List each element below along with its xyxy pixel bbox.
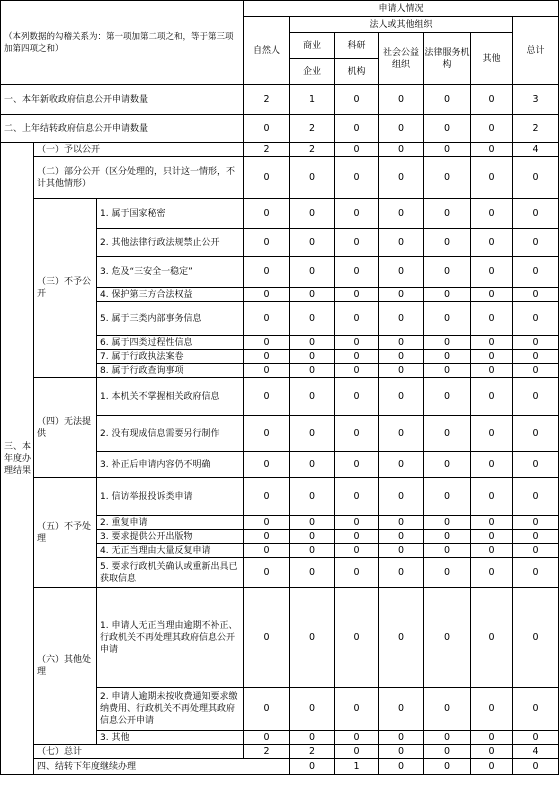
row-label: 2. 申请人逾期未按收费通知要求缴纳费用、行政机关不再处理其政府信息公开申请 bbox=[97, 688, 244, 731]
value-cell: 0 bbox=[471, 530, 513, 544]
value-cell: 2 bbox=[244, 745, 290, 759]
legal-group-header: 法人或其他组织 bbox=[290, 17, 513, 33]
value-cell: 4 bbox=[513, 143, 559, 157]
value-cell: 0 bbox=[335, 731, 379, 745]
value-cell: 0 bbox=[244, 588, 290, 688]
value-cell: 0 bbox=[244, 364, 290, 378]
value-cell: 0 bbox=[379, 544, 424, 558]
value-cell: 2 bbox=[513, 115, 559, 143]
value-cell: 0 bbox=[513, 288, 559, 302]
value-cell: 0 bbox=[424, 302, 471, 336]
value-cell: 0 bbox=[335, 516, 379, 530]
value-cell: 0 bbox=[471, 731, 513, 745]
value-cell: 0 bbox=[335, 350, 379, 364]
value-cell: 0 bbox=[290, 364, 335, 378]
research-header-a: 科研 bbox=[335, 33, 379, 59]
value-cell: 0 bbox=[244, 257, 290, 288]
value-cell: 0 bbox=[335, 302, 379, 336]
value-cell: 0 bbox=[471, 516, 513, 530]
value-cell: 0 bbox=[424, 350, 471, 364]
row-label: （一）予以公开 bbox=[34, 143, 244, 157]
value-cell: 0 bbox=[244, 731, 290, 745]
row-label: 四、结转下年度继续办理 bbox=[34, 759, 290, 775]
row-label: 3. 危及“三安全一稳定” bbox=[97, 257, 244, 288]
value-cell: 0 bbox=[244, 452, 290, 478]
value-cell: 0 bbox=[471, 288, 513, 302]
value-cell: 1 bbox=[335, 759, 379, 775]
natural-person-header: 自然人 bbox=[244, 17, 290, 85]
value-cell: 3 bbox=[513, 85, 559, 115]
value-cell: 0 bbox=[335, 745, 379, 759]
value-cell: 0 bbox=[290, 336, 335, 350]
value-cell: 0 bbox=[424, 530, 471, 544]
value-cell: 0 bbox=[471, 544, 513, 558]
value-cell: 4 bbox=[513, 745, 559, 759]
value-cell: 0 bbox=[513, 378, 559, 416]
value-cell: 0 bbox=[471, 157, 513, 199]
value-cell: 0 bbox=[424, 516, 471, 530]
value-cell: 0 bbox=[335, 115, 379, 143]
value-cell: 0 bbox=[424, 257, 471, 288]
value-cell: 0 bbox=[513, 229, 559, 257]
value-cell: 0 bbox=[379, 115, 424, 143]
value-cell: 0 bbox=[290, 378, 335, 416]
value-cell: 0 bbox=[513, 759, 559, 775]
value-cell: 0 bbox=[244, 288, 290, 302]
value-cell: 0 bbox=[244, 302, 290, 336]
value-cell: 0 bbox=[290, 257, 335, 288]
value-cell: 0 bbox=[424, 688, 471, 731]
value-cell: 0 bbox=[424, 143, 471, 157]
value-cell: 0 bbox=[513, 516, 559, 530]
value-cell: 0 bbox=[244, 336, 290, 350]
value-cell: 0 bbox=[513, 350, 559, 364]
value-cell: 0 bbox=[244, 516, 290, 530]
row-label: 4. 无正当理由大量反复申请 bbox=[97, 544, 244, 558]
value-cell: 0 bbox=[513, 336, 559, 350]
value-cell: 0 bbox=[513, 688, 559, 731]
value-cell: 1 bbox=[290, 85, 335, 115]
value-cell: 0 bbox=[290, 731, 335, 745]
row-label: 7. 属于行政执法案卷 bbox=[97, 350, 244, 364]
row-label: 1. 信访举报投诉类申请 bbox=[97, 478, 244, 516]
value-cell: 0 bbox=[424, 199, 471, 229]
value-cell: 0 bbox=[290, 530, 335, 544]
value-cell: 2 bbox=[290, 745, 335, 759]
value-cell: 0 bbox=[471, 759, 513, 775]
value-cell: 0 bbox=[424, 759, 471, 775]
row-label: 2. 其他法律行政法规禁止公开 bbox=[97, 229, 244, 257]
value-cell: 0 bbox=[335, 364, 379, 378]
value-cell: 0 bbox=[335, 530, 379, 544]
value-cell: 0 bbox=[379, 85, 424, 115]
value-cell: 0 bbox=[335, 544, 379, 558]
value-cell: 0 bbox=[513, 257, 559, 288]
value-cell: 0 bbox=[244, 544, 290, 558]
value-cell: 2 bbox=[244, 85, 290, 115]
value-cell: 0 bbox=[471, 115, 513, 143]
value-cell: 0 bbox=[335, 288, 379, 302]
row-label: 2. 重复申请 bbox=[97, 516, 244, 530]
value-cell: 0 bbox=[471, 257, 513, 288]
row-label: 1. 申请人无正当理由逾期不补正、行政机关不再处理其政府信息公开申请 bbox=[97, 588, 244, 688]
value-cell: 0 bbox=[513, 416, 559, 452]
value-cell: 0 bbox=[290, 452, 335, 478]
value-cell: 0 bbox=[424, 544, 471, 558]
value-cell: 0 bbox=[379, 558, 424, 588]
value-cell: 0 bbox=[244, 350, 290, 364]
value-cell: 0 bbox=[379, 302, 424, 336]
value-cell: 0 bbox=[379, 731, 424, 745]
value-cell: 0 bbox=[471, 336, 513, 350]
value-cell: 0 bbox=[379, 516, 424, 530]
row-label: 1. 属于国家秘密 bbox=[97, 199, 244, 229]
value-cell: 0 bbox=[424, 157, 471, 199]
row-label: 3. 其他 bbox=[97, 731, 244, 745]
value-cell: 0 bbox=[379, 288, 424, 302]
value-cell: 0 bbox=[379, 378, 424, 416]
row-label: 8. 属于行政查询事项 bbox=[97, 364, 244, 378]
value-cell: 0 bbox=[513, 302, 559, 336]
value-cell: 0 bbox=[513, 364, 559, 378]
value-cell: 0 bbox=[379, 157, 424, 199]
row-label: 2. 没有现成信息需要另行制作 bbox=[97, 416, 244, 452]
value-cell: 0 bbox=[244, 688, 290, 731]
value-cell: 0 bbox=[244, 378, 290, 416]
value-cell: 0 bbox=[379, 452, 424, 478]
value-cell: 0 bbox=[379, 688, 424, 731]
research-header-b: 机构 bbox=[335, 59, 379, 85]
value-cell: 0 bbox=[471, 378, 513, 416]
value-cell: 0 bbox=[424, 115, 471, 143]
group-six-label: （六）其他处理 bbox=[34, 588, 97, 745]
value-cell: 0 bbox=[244, 199, 290, 229]
value-cell: 0 bbox=[290, 759, 335, 775]
value-cell: 0 bbox=[424, 416, 471, 452]
value-cell: 0 bbox=[471, 364, 513, 378]
value-cell: 0 bbox=[379, 364, 424, 378]
value-cell: 0 bbox=[244, 416, 290, 452]
value-cell: 0 bbox=[471, 558, 513, 588]
value-cell: 2 bbox=[244, 143, 290, 157]
value-cell: 0 bbox=[335, 688, 379, 731]
value-cell: 0 bbox=[471, 688, 513, 731]
value-cell: 0 bbox=[424, 364, 471, 378]
value-cell: 0 bbox=[290, 516, 335, 530]
applicant-header: 申请人情况 bbox=[244, 1, 559, 17]
value-cell: 0 bbox=[424, 588, 471, 688]
value-cell: 0 bbox=[335, 452, 379, 478]
value-cell: 0 bbox=[379, 257, 424, 288]
value-cell: 0 bbox=[379, 143, 424, 157]
value-cell: 0 bbox=[471, 199, 513, 229]
value-cell: 0 bbox=[379, 229, 424, 257]
value-cell: 0 bbox=[424, 558, 471, 588]
value-cell: 0 bbox=[290, 288, 335, 302]
group-three-label: （三）不予公开 bbox=[34, 199, 97, 378]
row-label: 3. 补正后申请内容仍不明确 bbox=[97, 452, 244, 478]
value-cell: 0 bbox=[424, 745, 471, 759]
value-cell: 0 bbox=[379, 478, 424, 516]
value-cell: 0 bbox=[471, 229, 513, 257]
value-cell: 0 bbox=[513, 544, 559, 558]
value-cell: 0 bbox=[290, 558, 335, 588]
value-cell: 0 bbox=[244, 157, 290, 199]
value-cell: 0 bbox=[471, 745, 513, 759]
value-cell: 0 bbox=[513, 558, 559, 588]
value-cell: 0 bbox=[290, 350, 335, 364]
value-cell: 0 bbox=[471, 302, 513, 336]
value-cell: 0 bbox=[379, 336, 424, 350]
value-cell: 2 bbox=[290, 115, 335, 143]
row-label: 6. 属于四类过程性信息 bbox=[97, 336, 244, 350]
value-cell: 0 bbox=[513, 478, 559, 516]
value-cell: 0 bbox=[379, 588, 424, 688]
value-cell: 0 bbox=[471, 452, 513, 478]
group-four-label: （四）无法提供 bbox=[34, 378, 97, 478]
row-label: 3. 要求提供公开出版物 bbox=[97, 530, 244, 544]
value-cell: 0 bbox=[335, 558, 379, 588]
value-cell: 0 bbox=[335, 336, 379, 350]
value-cell: 0 bbox=[244, 229, 290, 257]
row-label: 一、本年新收政府信息公开申请数量 bbox=[1, 85, 244, 115]
value-cell: 0 bbox=[471, 416, 513, 452]
value-cell: 0 bbox=[424, 378, 471, 416]
row-label: 1. 本机关不掌握相关政府信息 bbox=[97, 378, 244, 416]
value-cell: 0 bbox=[424, 288, 471, 302]
commercial-header-b: 企业 bbox=[290, 59, 335, 85]
value-cell: 0 bbox=[379, 350, 424, 364]
value-cell: 0 bbox=[335, 378, 379, 416]
value-cell: 0 bbox=[471, 143, 513, 157]
value-cell: 0 bbox=[290, 588, 335, 688]
value-cell: 0 bbox=[471, 85, 513, 115]
value-cell: 0 bbox=[424, 85, 471, 115]
row-label: （二）部分公开（区分处理的，只计这一情形，不计其他情形） bbox=[34, 157, 244, 199]
value-cell: 0 bbox=[424, 478, 471, 516]
value-cell: 0 bbox=[424, 336, 471, 350]
row-label: 二、上年结转政府信息公开申请数量 bbox=[1, 115, 244, 143]
group-five-label: （五）不予处理 bbox=[34, 478, 97, 588]
row-label: （七）总计 bbox=[34, 745, 244, 759]
value-cell: 0 bbox=[335, 143, 379, 157]
other-header: 其他 bbox=[471, 33, 513, 85]
value-cell: 0 bbox=[290, 416, 335, 452]
value-cell: 0 bbox=[290, 478, 335, 516]
value-cell: 0 bbox=[471, 588, 513, 688]
value-cell: 0 bbox=[424, 452, 471, 478]
value-cell: 0 bbox=[513, 530, 559, 544]
value-cell: 0 bbox=[290, 199, 335, 229]
section-three-label: 三、本年度办理结果 bbox=[1, 143, 34, 775]
value-cell: 0 bbox=[513, 731, 559, 745]
legal-service-header: 法律服务机构 bbox=[424, 33, 471, 85]
row-label: 5. 要求行政机关确认或重新出具已获取信息 bbox=[97, 558, 244, 588]
value-cell: 0 bbox=[244, 558, 290, 588]
value-cell: 0 bbox=[379, 759, 424, 775]
value-cell: 0 bbox=[244, 530, 290, 544]
value-cell: 0 bbox=[513, 199, 559, 229]
value-cell: 0 bbox=[290, 688, 335, 731]
value-cell: 0 bbox=[335, 199, 379, 229]
value-cell: 0 bbox=[471, 350, 513, 364]
value-cell: 0 bbox=[335, 478, 379, 516]
value-cell: 0 bbox=[513, 452, 559, 478]
social-header: 社会公益组织 bbox=[379, 33, 424, 85]
value-cell: 0 bbox=[335, 157, 379, 199]
value-cell: 0 bbox=[290, 544, 335, 558]
value-cell: 0 bbox=[424, 229, 471, 257]
value-cell: 0 bbox=[335, 257, 379, 288]
value-cell: 0 bbox=[471, 478, 513, 516]
value-cell: 0 bbox=[335, 85, 379, 115]
value-cell: 0 bbox=[379, 530, 424, 544]
note-cell: （本列数据的勾稽关系为：第一项加第二项之和，等于第三项加第四项之和） bbox=[1, 1, 244, 85]
value-cell: 0 bbox=[290, 229, 335, 257]
value-cell: 0 bbox=[290, 157, 335, 199]
value-cell: 0 bbox=[379, 416, 424, 452]
value-cell: 0 bbox=[244, 115, 290, 143]
value-cell: 0 bbox=[379, 199, 424, 229]
row-label: 5. 属于三类内部事务信息 bbox=[97, 302, 244, 336]
value-cell: 0 bbox=[335, 229, 379, 257]
value-cell: 0 bbox=[335, 588, 379, 688]
value-cell: 0 bbox=[379, 745, 424, 759]
value-cell: 2 bbox=[290, 143, 335, 157]
value-cell: 0 bbox=[513, 157, 559, 199]
row-label: 4. 保护第三方合法权益 bbox=[97, 288, 244, 302]
value-cell: 0 bbox=[335, 416, 379, 452]
value-cell: 0 bbox=[290, 302, 335, 336]
value-cell: 0 bbox=[424, 731, 471, 745]
value-cell: 0 bbox=[513, 588, 559, 688]
value-cell: 0 bbox=[244, 478, 290, 516]
commercial-header-a: 商业 bbox=[290, 33, 335, 59]
total-header: 总计 bbox=[513, 17, 559, 85]
